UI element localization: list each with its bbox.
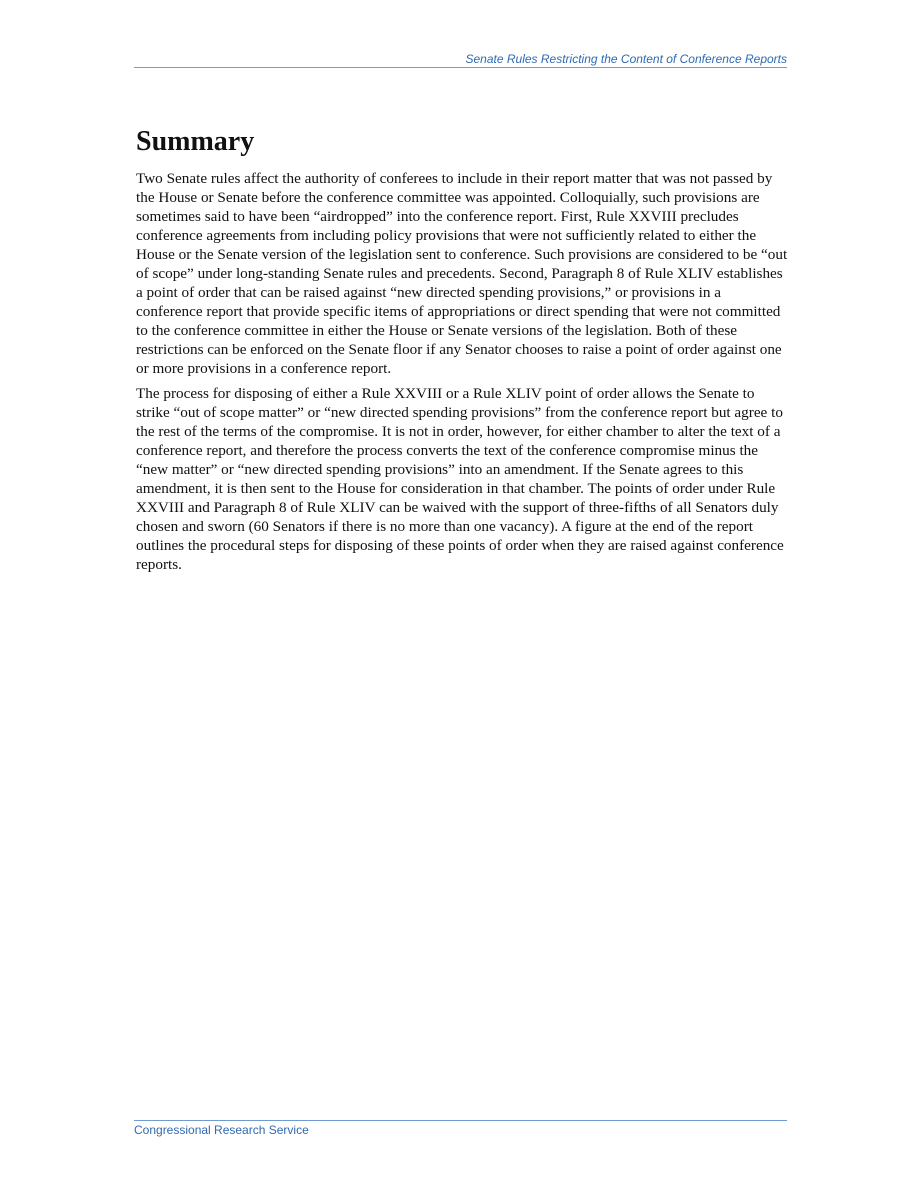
running-header-title: Senate Rules Restricting the Content of Conference Reports xyxy=(465,52,787,66)
summary-paragraph-1: Two Senate rules affect the authority of conferees to include in their report matter that was not passed by the House or Senate before the conference committee was appointed. Colloquially, such provisions are sometimes said to have been “airdropped” into the conference report. First, Rule XXVIII precludes conference agreements from including policy provisions that were not sufficiently related to either the House or the Senate version of the legislation sent to conference. Such provisions are considered to be “out of scope” under long-standing Senate rules and precedents. Second, Paragraph 8 of Rule XLIV establishes a point of order that can be raised against “new directed spending provisions,” or provisions in a conference report that provide specific items of appropriations or direct spending that were not committed to the conference committee in either the House or Senate versions of the legislation. Both of these restrictions can be enforced on the Senate floor if any Senator chooses to raise a point of order against one or more provisions in a conference report. xyxy=(136,170,788,377)
footer-organization: Congressional Research Service xyxy=(134,1123,309,1137)
document-body xyxy=(136,124,788,580)
page-title: Summary xyxy=(136,126,255,157)
running-header xyxy=(134,52,787,68)
summary-paragraph-2: The process for disposing of either a Rule XXVIII or a Rule XLIV point of order allows the Senate to strike “out of scope matter” or “new directed spending provisions” from the conference report but agree to the rest of the terms of the compromise. It is not in order, however, for either chamber to alter the text of a conference report, and therefore the process converts the text of the conference compromise minus the “new matter” or “new directed spending provisions” into an amendment. If the Senate agrees to this amendment, it is then sent to the House for consideration in that chamber. The points of order under Rule XXVIII and Paragraph 8 of Rule XLIV can be waived with the support of three-fifths of all Senators duly chosen and sworn (60 Senators if there is no more than one vacancy). A figure at the end of the report outlines the procedural steps for disposing of these points of order when they are raised against conference reports. xyxy=(136,385,784,573)
running-footer xyxy=(134,1120,787,1137)
